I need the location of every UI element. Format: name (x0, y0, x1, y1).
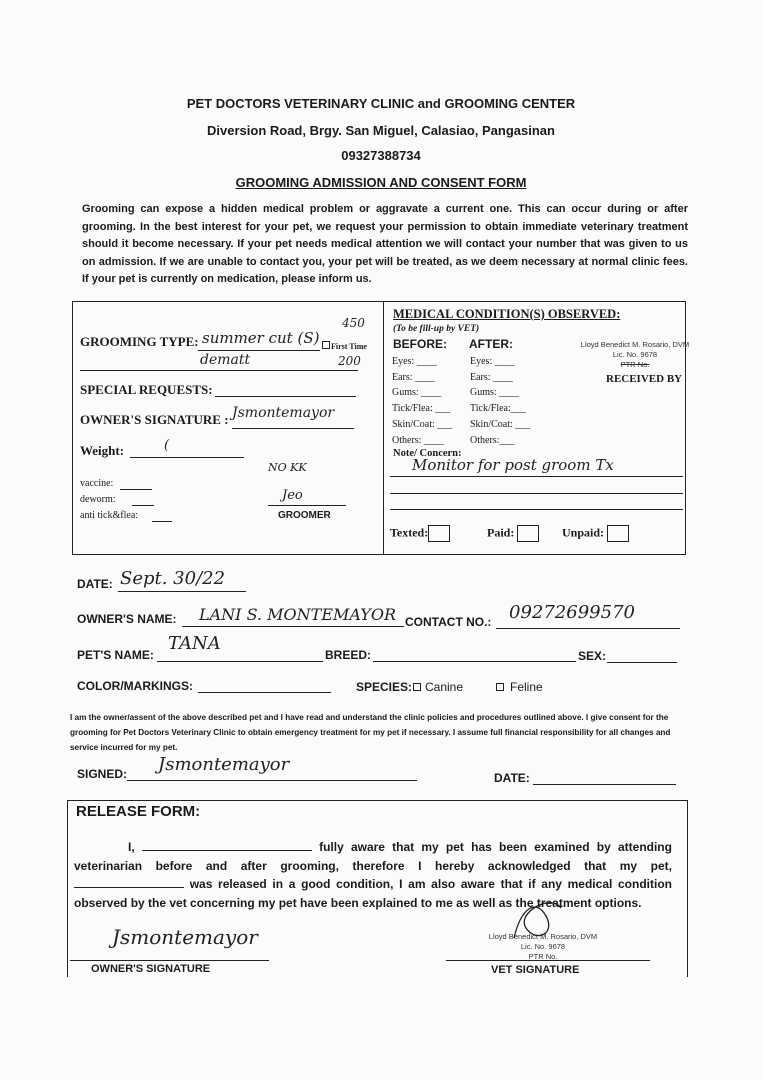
first-time-label: First Time (331, 342, 367, 351)
signed-date-label: DATE: (494, 771, 530, 785)
vet-stamp-top (580, 340, 690, 370)
groomer-line (268, 505, 346, 506)
release-owner-signature-field[interactable] (70, 960, 269, 961)
release-paragraph (74, 838, 672, 912)
grooming-type-line (198, 350, 320, 351)
after-heading: AFTER: (469, 337, 513, 351)
contact-field[interactable] (496, 628, 680, 629)
date-value: Sept. 30/22 (120, 568, 226, 589)
deworm-label: deworm: (80, 494, 116, 505)
grooming-type-label: GROOMING TYPE: (80, 334, 199, 349)
before-heading: BEFORE: (393, 337, 447, 351)
pet-name-value: TANA (168, 633, 221, 654)
pet-name-label: PET'S NAME: (77, 648, 154, 662)
color-field[interactable] (198, 692, 331, 693)
contact-value: 09272699570 (509, 602, 635, 623)
after-skin[interactable]: Skin/Coat: ___ (470, 418, 531, 430)
signed-field[interactable] (127, 780, 417, 781)
before-eyes[interactable]: Eyes: ____ (392, 356, 437, 367)
vet-signature-scribble (506, 888, 566, 948)
owner-signature-field[interactable] (232, 428, 354, 429)
sex-field[interactable] (607, 662, 677, 663)
first-time-checkbox[interactable] (322, 341, 330, 349)
vet-stamp-lic: Lic. No. 9678 (612, 350, 658, 359)
color-label: COLOR/MARKINGS: (77, 679, 193, 693)
anti-tick-field[interactable] (152, 521, 172, 522)
after-tick[interactable]: Tick/Flea:___ (470, 403, 526, 415)
release-owner-signature-label: OWNER'S SIGNATURE (91, 963, 211, 975)
pet-name-field[interactable] (157, 661, 323, 662)
medical-subtitle: (To be fill-up by VET) (393, 324, 480, 334)
before-skin[interactable]: Skin/Coat: ___ (392, 418, 453, 430)
species-label: SPECIES: (356, 680, 413, 694)
vet-signature-label: VET SIGNATURE (491, 964, 580, 976)
vaccine-label: vaccine: (80, 478, 114, 489)
grooming-price-2: 200 (338, 354, 361, 368)
canine-label: Canine (425, 680, 464, 694)
date-label: DATE: (77, 577, 113, 591)
intro-paragraph: Grooming can expose a hidden medical problem or aggravate a current one. This can occur during or after grooming. In the best interest for your pet, we request your permission to obtain immediate veterinary treatment should it become necessary. If your pet needs medical attention we will contact your number that was given to us on admission. If we are unable to contact you, your pet will be treated, as we deem necessary at normal clinic fees. If your pet is currently on medication, please inform us. (82, 203, 688, 285)
note-line-2[interactable] (390, 493, 683, 494)
unpaid-option[interactable] (562, 525, 629, 542)
owner-name-value: LANI S. MONTEMAYOR (199, 605, 397, 624)
breed-field[interactable] (373, 661, 576, 662)
clinic-phone: 09327388734 (341, 148, 421, 163)
vet-stamp-bottom-lic: Lic. No. 9678 (520, 942, 566, 951)
vet-stamp-bottom-name: Lloyd Benedict M. Rosario, DVM (488, 932, 598, 941)
texted-label: Texted: (390, 525, 429, 540)
sex-label: SEX: (578, 649, 607, 663)
special-requests-field[interactable] (215, 396, 356, 397)
texted-option[interactable] (390, 525, 450, 542)
weight-value: ( (164, 438, 170, 453)
signed-label: SIGNED: (77, 767, 128, 781)
received-by-label: RECEIVED BY (606, 373, 683, 385)
before-ears[interactable]: Ears: ____ (392, 371, 436, 383)
unpaid-checkbox[interactable] (607, 525, 629, 542)
breed-label: BREED: (325, 648, 372, 662)
medical-title: MEDICAL CONDITION(S) OBSERVED: (393, 307, 621, 321)
vet-stamp-bottom-ptr: PTR No. (528, 952, 558, 961)
owner-name-field[interactable] (182, 626, 404, 627)
nokk-note: NO KK (268, 461, 307, 474)
feline-option[interactable] (496, 680, 543, 694)
clinic-name: PET DOCTORS VETERINARY CLINIC and GROOMING CENTER (186, 96, 576, 111)
date-field[interactable] (118, 591, 246, 592)
groomer-label: GROOMER (278, 510, 331, 521)
owner-signature-label: OWNER'S SIGNATURE : (80, 412, 229, 427)
weight-label: Weight: (80, 443, 125, 458)
form-title: GROOMING ADMISSION AND CONSENT FORM (235, 175, 527, 190)
vaccine-field[interactable] (120, 489, 152, 490)
canine-option[interactable] (413, 680, 463, 694)
release-title: RELEASE FORM: (76, 803, 201, 820)
release-owner-signature-value: Jsmontemayor (112, 925, 258, 949)
grooming-price-1: 450 (342, 316, 365, 330)
deworm-field[interactable] (132, 505, 154, 506)
vet-stamp-ptr: PTR No. (620, 360, 650, 369)
vet-signature-field[interactable] (446, 960, 650, 961)
before-tick[interactable]: Tick/Flea: ___ (392, 403, 451, 415)
before-list (392, 354, 452, 448)
release-name-field[interactable] (142, 838, 312, 851)
after-eyes[interactable]: Eyes: ____ (470, 356, 515, 367)
groomer-name: Jeo (282, 488, 303, 503)
unpaid-label: Unpaid: (562, 525, 605, 540)
after-others[interactable]: Others:___ (470, 434, 515, 446)
clinic-address: Diversion Road, Brgy. San Miguel, Calasiao, Pangasinan (207, 123, 555, 138)
box-divider (383, 301, 384, 554)
after-list (470, 354, 530, 448)
owner-name-label: OWNER'S NAME: (77, 612, 177, 626)
paid-option[interactable] (487, 525, 539, 542)
release-text-2: was released in a good condition, I am also aware that if any medical condition observed by the vet concerning my pet have been explained to me as well as the treatment options. (74, 877, 672, 910)
feline-checkbox[interactable] (496, 683, 504, 691)
release-i: I, (128, 840, 135, 854)
before-others[interactable]: Others: ____ (392, 434, 444, 446)
consent-paragraph: I am the owner/assent of the above described pet and I have read and understand the clinic policies and procedures outlined above. I give consent for the grooming for Pet Doctors Veterinary Clinic to obtain emergency treatment for my pet if necessary. I assume full financial responsibility for all changes and service incurred for my pet. (70, 713, 671, 752)
note-value: Monitor for post groom Tx (412, 456, 614, 474)
note-line-3[interactable] (390, 509, 683, 510)
paid-label: Paid: (487, 525, 515, 540)
paid-checkbox[interactable] (517, 525, 539, 542)
texted-checkbox[interactable] (428, 525, 450, 542)
grooming-type-value-2: dematt (200, 352, 251, 368)
signed-date-field[interactable] (533, 784, 676, 785)
grooming-type-value: summer cut (S) (202, 329, 320, 347)
special-requests-label: SPECIAL REQUESTS: (80, 382, 213, 397)
feline-label: Feline (510, 680, 543, 694)
canine-checkbox[interactable] (413, 683, 421, 691)
before-gums[interactable]: Gums: ____ (392, 387, 442, 399)
grooming-type-line-2 (80, 370, 358, 371)
note-label: Note/ Concern: (393, 448, 462, 459)
after-gums[interactable]: Gums: ____ (470, 387, 520, 399)
first-time-option[interactable] (322, 341, 367, 351)
weight-field[interactable] (130, 457, 244, 458)
anti-tick-label: anti tick&flea: (80, 510, 139, 521)
vet-stamp-name: Lloyd Benedict M. Rosario, DVM (580, 340, 690, 349)
contact-label: CONTACT NO.: (405, 615, 492, 629)
after-ears[interactable]: Ears: ____ (470, 371, 514, 383)
note-line-1[interactable] (390, 476, 683, 477)
owner-signature-value: Jsmontemayor (232, 405, 335, 421)
release-text-1: fully aware that my pet has been examined by attending veterinarian before and after grooming, therefore I hereby acknowledged that my pet, (74, 840, 672, 873)
signed-value: Jsmontemayor (158, 754, 290, 775)
release-pet-field[interactable] (74, 875, 184, 888)
